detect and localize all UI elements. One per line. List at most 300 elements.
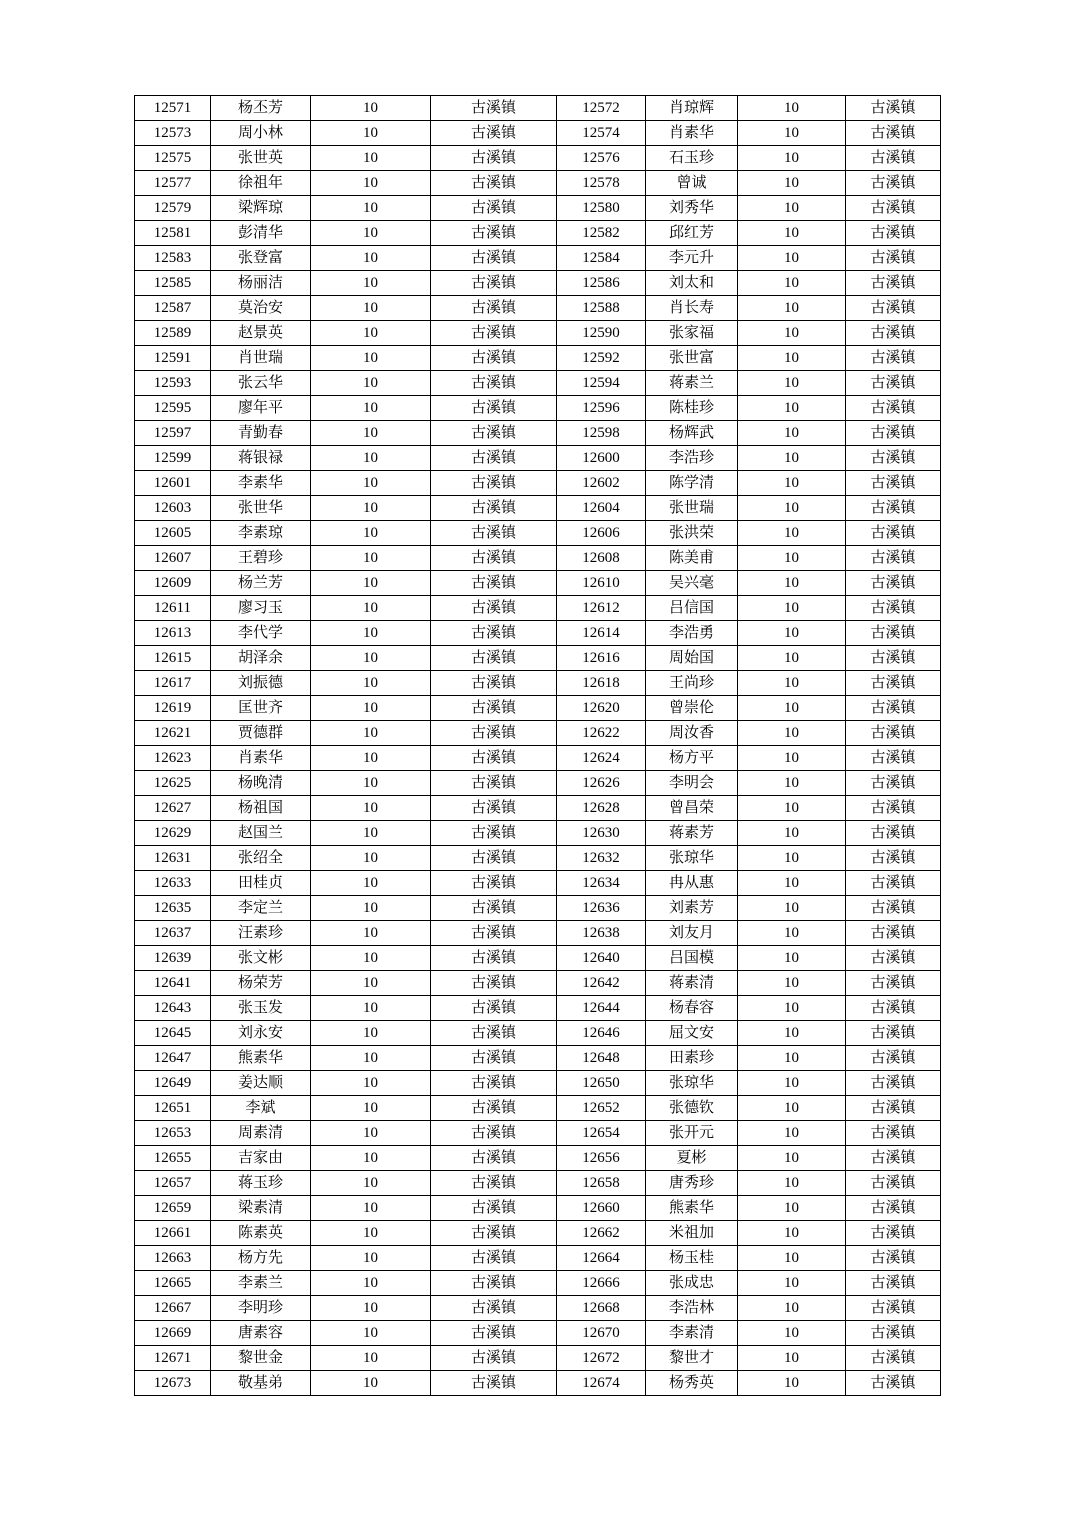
name-cell: 周始国 — [646, 646, 738, 671]
id-cell: 12667 — [135, 1296, 211, 1321]
name-cell: 张云华 — [211, 371, 311, 396]
id-cell: 12592 — [557, 346, 646, 371]
name-cell: 杨丽洁 — [211, 271, 311, 296]
town-cell: 古溪镇 — [846, 446, 941, 471]
id-cell: 12650 — [557, 1071, 646, 1096]
town-cell: 古溪镇 — [846, 646, 941, 671]
name-cell: 张洪荣 — [646, 521, 738, 546]
id-cell: 12619 — [135, 696, 211, 721]
amount-cell: 10 — [738, 1221, 846, 1246]
table-row — [135, 146, 941, 171]
town-cell: 古溪镇 — [431, 921, 557, 946]
id-cell: 12641 — [135, 971, 211, 996]
name-cell: 敬基弟 — [211, 1371, 311, 1396]
table-row — [135, 971, 941, 996]
town-cell: 古溪镇 — [431, 996, 557, 1021]
amount-cell: 10 — [311, 746, 431, 771]
name-cell: 唐秀珍 — [646, 1171, 738, 1196]
amount-cell: 10 — [738, 321, 846, 346]
table-row — [135, 796, 941, 821]
name-cell: 杨秀英 — [646, 1371, 738, 1396]
town-cell: 古溪镇 — [431, 1096, 557, 1121]
name-cell: 蒋素兰 — [646, 371, 738, 396]
name-cell: 李代学 — [211, 621, 311, 646]
town-cell: 古溪镇 — [846, 996, 941, 1021]
town-cell: 古溪镇 — [846, 696, 941, 721]
amount-cell: 10 — [311, 621, 431, 646]
id-cell: 12663 — [135, 1246, 211, 1271]
table-row — [135, 846, 941, 871]
name-cell: 李明会 — [646, 771, 738, 796]
amount-cell: 10 — [738, 1196, 846, 1221]
table-row — [135, 821, 941, 846]
town-cell: 古溪镇 — [846, 1271, 941, 1296]
town-cell: 古溪镇 — [431, 1046, 557, 1071]
table-row — [135, 671, 941, 696]
amount-cell: 10 — [311, 1121, 431, 1146]
town-cell: 古溪镇 — [431, 971, 557, 996]
name-cell: 熊素华 — [646, 1196, 738, 1221]
id-cell: 12590 — [557, 321, 646, 346]
id-cell: 12644 — [557, 996, 646, 1021]
name-cell: 张德钦 — [646, 1096, 738, 1121]
town-cell: 古溪镇 — [846, 571, 941, 596]
id-cell: 12578 — [557, 171, 646, 196]
table-body — [135, 96, 941, 1396]
name-cell: 汪素珍 — [211, 921, 311, 946]
amount-cell: 10 — [738, 1296, 846, 1321]
amount-cell: 10 — [311, 446, 431, 471]
town-cell: 古溪镇 — [431, 721, 557, 746]
name-cell: 廖年平 — [211, 396, 311, 421]
town-cell: 古溪镇 — [431, 446, 557, 471]
amount-cell: 10 — [311, 846, 431, 871]
name-cell: 张玉发 — [211, 996, 311, 1021]
name-cell: 张世瑞 — [646, 496, 738, 521]
amount-cell: 10 — [311, 271, 431, 296]
id-cell: 12574 — [557, 121, 646, 146]
id-cell: 12631 — [135, 846, 211, 871]
name-cell: 蒋银禄 — [211, 446, 311, 471]
id-cell: 12614 — [557, 621, 646, 646]
id-cell: 12573 — [135, 121, 211, 146]
town-cell: 古溪镇 — [431, 871, 557, 896]
id-cell: 12586 — [557, 271, 646, 296]
id-cell: 12577 — [135, 171, 211, 196]
id-cell: 12639 — [135, 946, 211, 971]
table-row — [135, 946, 941, 971]
amount-cell: 10 — [311, 421, 431, 446]
town-cell: 古溪镇 — [431, 546, 557, 571]
table-row — [135, 421, 941, 446]
amount-cell: 10 — [738, 946, 846, 971]
name-cell: 肖琼辉 — [646, 96, 738, 121]
amount-cell: 10 — [738, 346, 846, 371]
amount-cell: 10 — [738, 596, 846, 621]
amount-cell: 10 — [311, 1271, 431, 1296]
id-cell: 12622 — [557, 721, 646, 746]
id-cell: 12651 — [135, 1096, 211, 1121]
amount-cell: 10 — [311, 896, 431, 921]
table-row — [135, 896, 941, 921]
town-cell: 古溪镇 — [431, 746, 557, 771]
town-cell: 古溪镇 — [431, 1146, 557, 1171]
town-cell: 古溪镇 — [846, 246, 941, 271]
amount-cell: 10 — [738, 771, 846, 796]
town-cell: 古溪镇 — [431, 1171, 557, 1196]
id-cell: 12627 — [135, 796, 211, 821]
name-cell: 张琼华 — [646, 1071, 738, 1096]
name-cell: 彭清华 — [211, 221, 311, 246]
id-cell: 12591 — [135, 346, 211, 371]
town-cell: 古溪镇 — [431, 896, 557, 921]
name-cell: 张成忠 — [646, 1271, 738, 1296]
amount-cell: 10 — [738, 1321, 846, 1346]
name-cell: 杨方先 — [211, 1246, 311, 1271]
town-cell: 古溪镇 — [846, 796, 941, 821]
id-cell: 12612 — [557, 596, 646, 621]
amount-cell: 10 — [311, 1346, 431, 1371]
name-cell: 匡世齐 — [211, 696, 311, 721]
id-cell: 12598 — [557, 421, 646, 446]
id-cell: 12583 — [135, 246, 211, 271]
amount-cell: 10 — [738, 96, 846, 121]
amount-cell: 10 — [738, 146, 846, 171]
town-cell: 古溪镇 — [846, 946, 941, 971]
name-cell: 王碧珍 — [211, 546, 311, 571]
amount-cell: 10 — [738, 496, 846, 521]
table-row — [135, 371, 941, 396]
name-cell: 周小林 — [211, 121, 311, 146]
id-cell: 12602 — [557, 471, 646, 496]
town-cell: 古溪镇 — [846, 271, 941, 296]
town-cell: 古溪镇 — [431, 621, 557, 646]
table-row — [135, 746, 941, 771]
town-cell: 古溪镇 — [431, 1246, 557, 1271]
name-cell: 梁素清 — [211, 1196, 311, 1221]
amount-cell: 10 — [738, 1046, 846, 1071]
table-row — [135, 1046, 941, 1071]
id-cell: 12585 — [135, 271, 211, 296]
town-cell: 古溪镇 — [846, 871, 941, 896]
town-cell: 古溪镇 — [846, 546, 941, 571]
amount-cell: 10 — [311, 571, 431, 596]
town-cell: 古溪镇 — [431, 521, 557, 546]
amount-cell: 10 — [738, 846, 846, 871]
name-cell: 张世富 — [646, 346, 738, 371]
table-row — [135, 696, 941, 721]
id-cell: 12607 — [135, 546, 211, 571]
table-row — [135, 1346, 941, 1371]
name-cell: 曾诚 — [646, 171, 738, 196]
name-cell: 杨荣芳 — [211, 971, 311, 996]
id-cell: 12608 — [557, 546, 646, 571]
id-cell: 12656 — [557, 1146, 646, 1171]
town-cell: 古溪镇 — [431, 1021, 557, 1046]
table-row — [135, 1196, 941, 1221]
name-cell: 唐素容 — [211, 1321, 311, 1346]
id-cell: 12635 — [135, 896, 211, 921]
name-cell: 杨丕芳 — [211, 96, 311, 121]
name-cell: 吴兴毫 — [646, 571, 738, 596]
id-cell: 12623 — [135, 746, 211, 771]
id-cell: 12632 — [557, 846, 646, 871]
table-row — [135, 546, 941, 571]
name-cell: 杨祖国 — [211, 796, 311, 821]
table-row — [135, 1171, 941, 1196]
name-cell: 李素华 — [211, 471, 311, 496]
town-cell: 古溪镇 — [431, 1221, 557, 1246]
amount-cell: 10 — [311, 971, 431, 996]
name-cell: 田素珍 — [646, 1046, 738, 1071]
id-cell: 12626 — [557, 771, 646, 796]
town-cell: 古溪镇 — [846, 621, 941, 646]
amount-cell: 10 — [738, 421, 846, 446]
name-cell: 李浩林 — [646, 1296, 738, 1321]
amount-cell: 10 — [311, 946, 431, 971]
name-cell: 陈学清 — [646, 471, 738, 496]
id-cell: 12636 — [557, 896, 646, 921]
name-cell: 冉从惠 — [646, 871, 738, 896]
name-cell: 屈文安 — [646, 1021, 738, 1046]
name-cell: 田桂贞 — [211, 871, 311, 896]
id-cell: 12595 — [135, 396, 211, 421]
town-cell: 古溪镇 — [431, 1196, 557, 1221]
town-cell: 古溪镇 — [431, 1271, 557, 1296]
name-cell: 黎世金 — [211, 1346, 311, 1371]
id-cell: 12643 — [135, 996, 211, 1021]
id-cell: 12674 — [557, 1371, 646, 1396]
table-row — [135, 1021, 941, 1046]
table-row — [135, 646, 941, 671]
amount-cell: 10 — [311, 1046, 431, 1071]
amount-cell: 10 — [738, 1171, 846, 1196]
town-cell: 古溪镇 — [846, 1196, 941, 1221]
amount-cell: 10 — [738, 1371, 846, 1396]
id-cell: 12606 — [557, 521, 646, 546]
id-cell: 12609 — [135, 571, 211, 596]
town-cell: 古溪镇 — [846, 1071, 941, 1096]
id-cell: 12603 — [135, 496, 211, 521]
table-row — [135, 246, 941, 271]
amount-cell: 10 — [738, 1346, 846, 1371]
amount-cell: 10 — [311, 546, 431, 571]
id-cell: 12582 — [557, 221, 646, 246]
table-row — [135, 921, 941, 946]
amount-cell: 10 — [738, 271, 846, 296]
id-cell: 12671 — [135, 1346, 211, 1371]
name-cell: 李素清 — [646, 1321, 738, 1346]
amount-cell: 10 — [738, 621, 846, 646]
name-cell: 廖习玉 — [211, 596, 311, 621]
town-cell: 古溪镇 — [431, 771, 557, 796]
beneficiary-table — [134, 95, 941, 1396]
id-cell: 12668 — [557, 1296, 646, 1321]
name-cell: 吕信国 — [646, 596, 738, 621]
town-cell: 古溪镇 — [846, 496, 941, 521]
town-cell: 古溪镇 — [846, 1221, 941, 1246]
id-cell: 12600 — [557, 446, 646, 471]
name-cell: 吉家由 — [211, 1146, 311, 1171]
table-row — [135, 1296, 941, 1321]
id-cell: 12660 — [557, 1196, 646, 1221]
name-cell: 张绍全 — [211, 846, 311, 871]
amount-cell: 10 — [311, 1071, 431, 1096]
town-cell: 古溪镇 — [846, 1371, 941, 1396]
id-cell: 12629 — [135, 821, 211, 846]
name-cell: 李明珍 — [211, 1296, 311, 1321]
town-cell: 古溪镇 — [431, 496, 557, 521]
name-cell: 曾昌荣 — [646, 796, 738, 821]
amount-cell: 10 — [738, 221, 846, 246]
amount-cell: 10 — [311, 1371, 431, 1396]
name-cell: 张琼华 — [646, 846, 738, 871]
amount-cell: 10 — [311, 1196, 431, 1221]
id-cell: 12630 — [557, 821, 646, 846]
town-cell: 古溪镇 — [431, 1121, 557, 1146]
name-cell: 青勤春 — [211, 421, 311, 446]
name-cell: 杨玉桂 — [646, 1246, 738, 1271]
id-cell: 12617 — [135, 671, 211, 696]
town-cell: 古溪镇 — [846, 771, 941, 796]
id-cell: 12597 — [135, 421, 211, 446]
id-cell: 12649 — [135, 1071, 211, 1096]
amount-cell: 10 — [738, 971, 846, 996]
table-row — [135, 571, 941, 596]
town-cell: 古溪镇 — [846, 1171, 941, 1196]
town-cell: 古溪镇 — [431, 1346, 557, 1371]
id-cell: 12664 — [557, 1246, 646, 1271]
table-row — [135, 471, 941, 496]
town-cell: 古溪镇 — [846, 846, 941, 871]
amount-cell: 10 — [738, 646, 846, 671]
town-cell: 古溪镇 — [846, 221, 941, 246]
town-cell: 古溪镇 — [431, 1371, 557, 1396]
id-cell: 12613 — [135, 621, 211, 646]
name-cell: 李浩珍 — [646, 446, 738, 471]
id-cell: 12657 — [135, 1171, 211, 1196]
id-cell: 12673 — [135, 1371, 211, 1396]
town-cell: 古溪镇 — [431, 171, 557, 196]
town-cell: 古溪镇 — [846, 671, 941, 696]
name-cell: 肖长寿 — [646, 296, 738, 321]
amount-cell: 10 — [738, 521, 846, 546]
name-cell: 蒋素清 — [646, 971, 738, 996]
town-cell: 古溪镇 — [846, 1346, 941, 1371]
amount-cell: 10 — [738, 471, 846, 496]
id-cell: 12645 — [135, 1021, 211, 1046]
town-cell: 古溪镇 — [431, 196, 557, 221]
amount-cell: 10 — [311, 1296, 431, 1321]
id-cell: 12662 — [557, 1221, 646, 1246]
id-cell: 12576 — [557, 146, 646, 171]
amount-cell: 10 — [311, 321, 431, 346]
town-cell: 古溪镇 — [846, 321, 941, 346]
town-cell: 古溪镇 — [846, 821, 941, 846]
table-row — [135, 1246, 941, 1271]
table-row — [135, 196, 941, 221]
town-cell: 古溪镇 — [431, 471, 557, 496]
id-cell: 12620 — [557, 696, 646, 721]
amount-cell: 10 — [311, 696, 431, 721]
amount-cell: 10 — [311, 496, 431, 521]
id-cell: 12581 — [135, 221, 211, 246]
name-cell: 周汝香 — [646, 721, 738, 746]
town-cell: 古溪镇 — [846, 121, 941, 146]
id-cell: 12599 — [135, 446, 211, 471]
id-cell: 12621 — [135, 721, 211, 746]
name-cell: 张世华 — [211, 496, 311, 521]
amount-cell: 10 — [311, 1246, 431, 1271]
id-cell: 12604 — [557, 496, 646, 521]
name-cell: 米祖加 — [646, 1221, 738, 1246]
name-cell: 徐祖年 — [211, 171, 311, 196]
table-row — [135, 346, 941, 371]
amount-cell: 10 — [738, 446, 846, 471]
name-cell: 张家福 — [646, 321, 738, 346]
name-cell: 姜达顺 — [211, 1071, 311, 1096]
table-row — [135, 1271, 941, 1296]
name-cell: 陈素英 — [211, 1221, 311, 1246]
town-cell: 古溪镇 — [846, 1046, 941, 1071]
table-row — [135, 321, 941, 346]
amount-cell: 10 — [311, 146, 431, 171]
amount-cell: 10 — [311, 96, 431, 121]
town-cell: 古溪镇 — [846, 196, 941, 221]
table-row — [135, 96, 941, 121]
id-cell: 12587 — [135, 296, 211, 321]
town-cell: 古溪镇 — [431, 146, 557, 171]
amount-cell: 10 — [311, 196, 431, 221]
town-cell: 古溪镇 — [431, 221, 557, 246]
name-cell: 张开元 — [646, 1121, 738, 1146]
town-cell: 古溪镇 — [431, 246, 557, 271]
amount-cell: 10 — [311, 346, 431, 371]
id-cell: 12611 — [135, 596, 211, 621]
town-cell: 古溪镇 — [846, 1146, 941, 1171]
town-cell: 古溪镇 — [431, 646, 557, 671]
id-cell: 12665 — [135, 1271, 211, 1296]
town-cell: 古溪镇 — [431, 1296, 557, 1321]
id-cell: 12648 — [557, 1046, 646, 1071]
town-cell: 古溪镇 — [431, 121, 557, 146]
amount-cell: 10 — [311, 296, 431, 321]
id-cell: 12593 — [135, 371, 211, 396]
id-cell: 12634 — [557, 871, 646, 896]
amount-cell: 10 — [311, 1021, 431, 1046]
id-cell: 12580 — [557, 196, 646, 221]
id-cell: 12615 — [135, 646, 211, 671]
id-cell: 12653 — [135, 1121, 211, 1146]
town-cell: 古溪镇 — [846, 421, 941, 446]
name-cell: 陈桂珍 — [646, 396, 738, 421]
id-cell: 12640 — [557, 946, 646, 971]
amount-cell: 10 — [311, 171, 431, 196]
name-cell: 李浩勇 — [646, 621, 738, 646]
table-row — [135, 1221, 941, 1246]
town-cell: 古溪镇 — [431, 596, 557, 621]
id-cell: 12584 — [557, 246, 646, 271]
amount-cell: 10 — [311, 121, 431, 146]
name-cell: 张文彬 — [211, 946, 311, 971]
table-row — [135, 771, 941, 796]
name-cell: 杨春容 — [646, 996, 738, 1021]
name-cell: 肖世瑞 — [211, 346, 311, 371]
table-row — [135, 996, 941, 1021]
name-cell: 刘素芳 — [646, 896, 738, 921]
name-cell: 胡泽余 — [211, 646, 311, 671]
name-cell: 王尚珍 — [646, 671, 738, 696]
